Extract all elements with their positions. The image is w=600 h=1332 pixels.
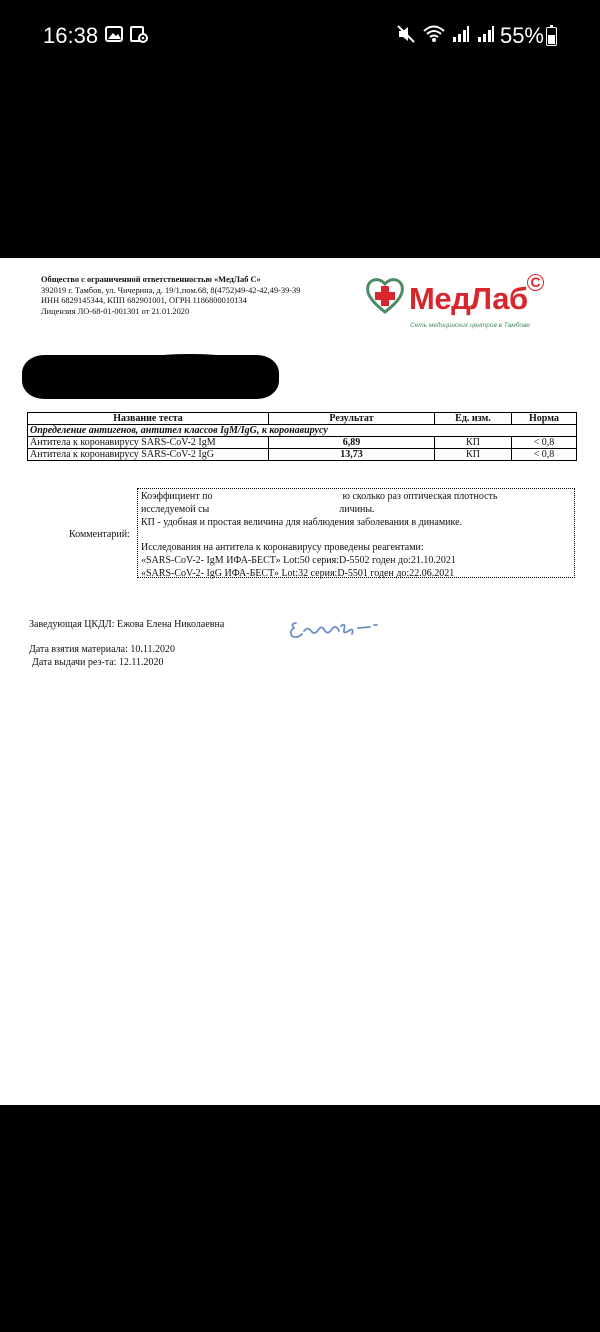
results-table bbox=[27, 412, 577, 461]
battery-icon bbox=[546, 27, 557, 46]
comment-text: личины. bbox=[339, 503, 375, 515]
table-row bbox=[28, 437, 577, 449]
date-issued: Дата выдачи рез-та: 12.11.2020 bbox=[32, 657, 164, 668]
comment-line bbox=[141, 504, 571, 517]
comment-text: Коэффициент по bbox=[141, 491, 213, 502]
comment-text: ю сколько раз оптическая плотность bbox=[342, 491, 498, 502]
test-unit: КП bbox=[435, 437, 512, 449]
test-norm: < 0,8 bbox=[512, 449, 577, 461]
logo-sup: С bbox=[527, 274, 544, 291]
heart-cross-icon bbox=[364, 274, 406, 316]
test-result: 6,89 bbox=[269, 437, 435, 449]
comment-line: «SARS-CoV-2- IgM ИФА-БЕСТ» Lot:50 серия:D-5502 годен до:21.10.2021 bbox=[141, 554, 456, 566]
lab-header bbox=[41, 275, 300, 317]
comment-box bbox=[137, 488, 575, 578]
comment-text: исследуемой сы bbox=[141, 503, 210, 515]
status-bar bbox=[0, 0, 600, 72]
handwritten-signature bbox=[288, 614, 383, 644]
comment-line: КП - удобная и простая величина для наблюдения заболевания в динамике. bbox=[141, 516, 463, 528]
test-name: Антитела к коронавирусу SARS-CoV-2 IgG bbox=[28, 449, 269, 461]
navigation-bar bbox=[0, 1302, 600, 1332]
org-address: 392019 г. Тамбов, ул. Чичерина, д. 19/1,пом.68, 8(4752)49-42-42,49-39-39 bbox=[41, 285, 301, 295]
location-icon bbox=[129, 25, 149, 45]
signer-line: Заведующая ЦКДЛ: Ежова Елена Николаевна bbox=[29, 619, 225, 630]
test-norm: < 0,8 bbox=[512, 437, 577, 449]
col-header-test: Название теста bbox=[28, 413, 269, 425]
test-name: Антитела к коронавирусу SARS-CoV-2 IgM bbox=[28, 437, 269, 449]
table-row bbox=[28, 449, 577, 461]
date-taken: Дата взятия материала: 10.11.2020 bbox=[29, 644, 175, 655]
signal-icon bbox=[452, 25, 470, 43]
wifi-icon bbox=[423, 24, 445, 44]
lab-report-document bbox=[0, 258, 600, 1105]
org-name: Общество с ограниченной ответственностью «МедЛаб С» bbox=[41, 275, 261, 284]
mute-icon bbox=[396, 24, 416, 44]
battery-percent: 55% bbox=[499, 23, 544, 48]
test-result: 13,73 bbox=[269, 449, 435, 461]
col-header-unit: Ед. изм. bbox=[435, 413, 512, 425]
signal-icon bbox=[477, 25, 495, 43]
redacted-name-top bbox=[140, 354, 240, 368]
table-header-row bbox=[28, 413, 577, 425]
logo-tagline: Сеть медицинских центров в Тамбове bbox=[410, 322, 530, 329]
status-time: 16:38 bbox=[43, 23, 99, 48]
test-unit: КП bbox=[435, 449, 512, 461]
bottom-area bbox=[0, 1105, 600, 1332]
comment-line bbox=[141, 491, 571, 504]
image-icon bbox=[105, 25, 123, 43]
logo-name: МедЛаб bbox=[409, 281, 528, 316]
org-license: Лицензия ЛО-68-01-001301 от 21.01.2020 bbox=[41, 306, 190, 316]
org-inn: ИНН 6829145344, КПП 682901001, ОГРН 1186800010134 bbox=[41, 296, 247, 306]
table-section-title: Определение антигенов, антител классов IgM/IgG, к коронавирусу bbox=[28, 425, 577, 437]
comment-line: Исследования на антитела к коронавирусу проведены реагентами: bbox=[141, 542, 424, 554]
table-section-row bbox=[28, 425, 577, 437]
col-header-result: Результат bbox=[269, 413, 435, 425]
col-header-norm: Норма bbox=[512, 413, 577, 425]
medlab-logo bbox=[364, 269, 554, 329]
comment-label: Комментарий: bbox=[69, 529, 130, 540]
comment-line: «SARS-CoV-2- IgG ИФА-БЕСТ» Lot:32 серия:D-5501 годен до:22.06.2021 bbox=[141, 567, 455, 579]
